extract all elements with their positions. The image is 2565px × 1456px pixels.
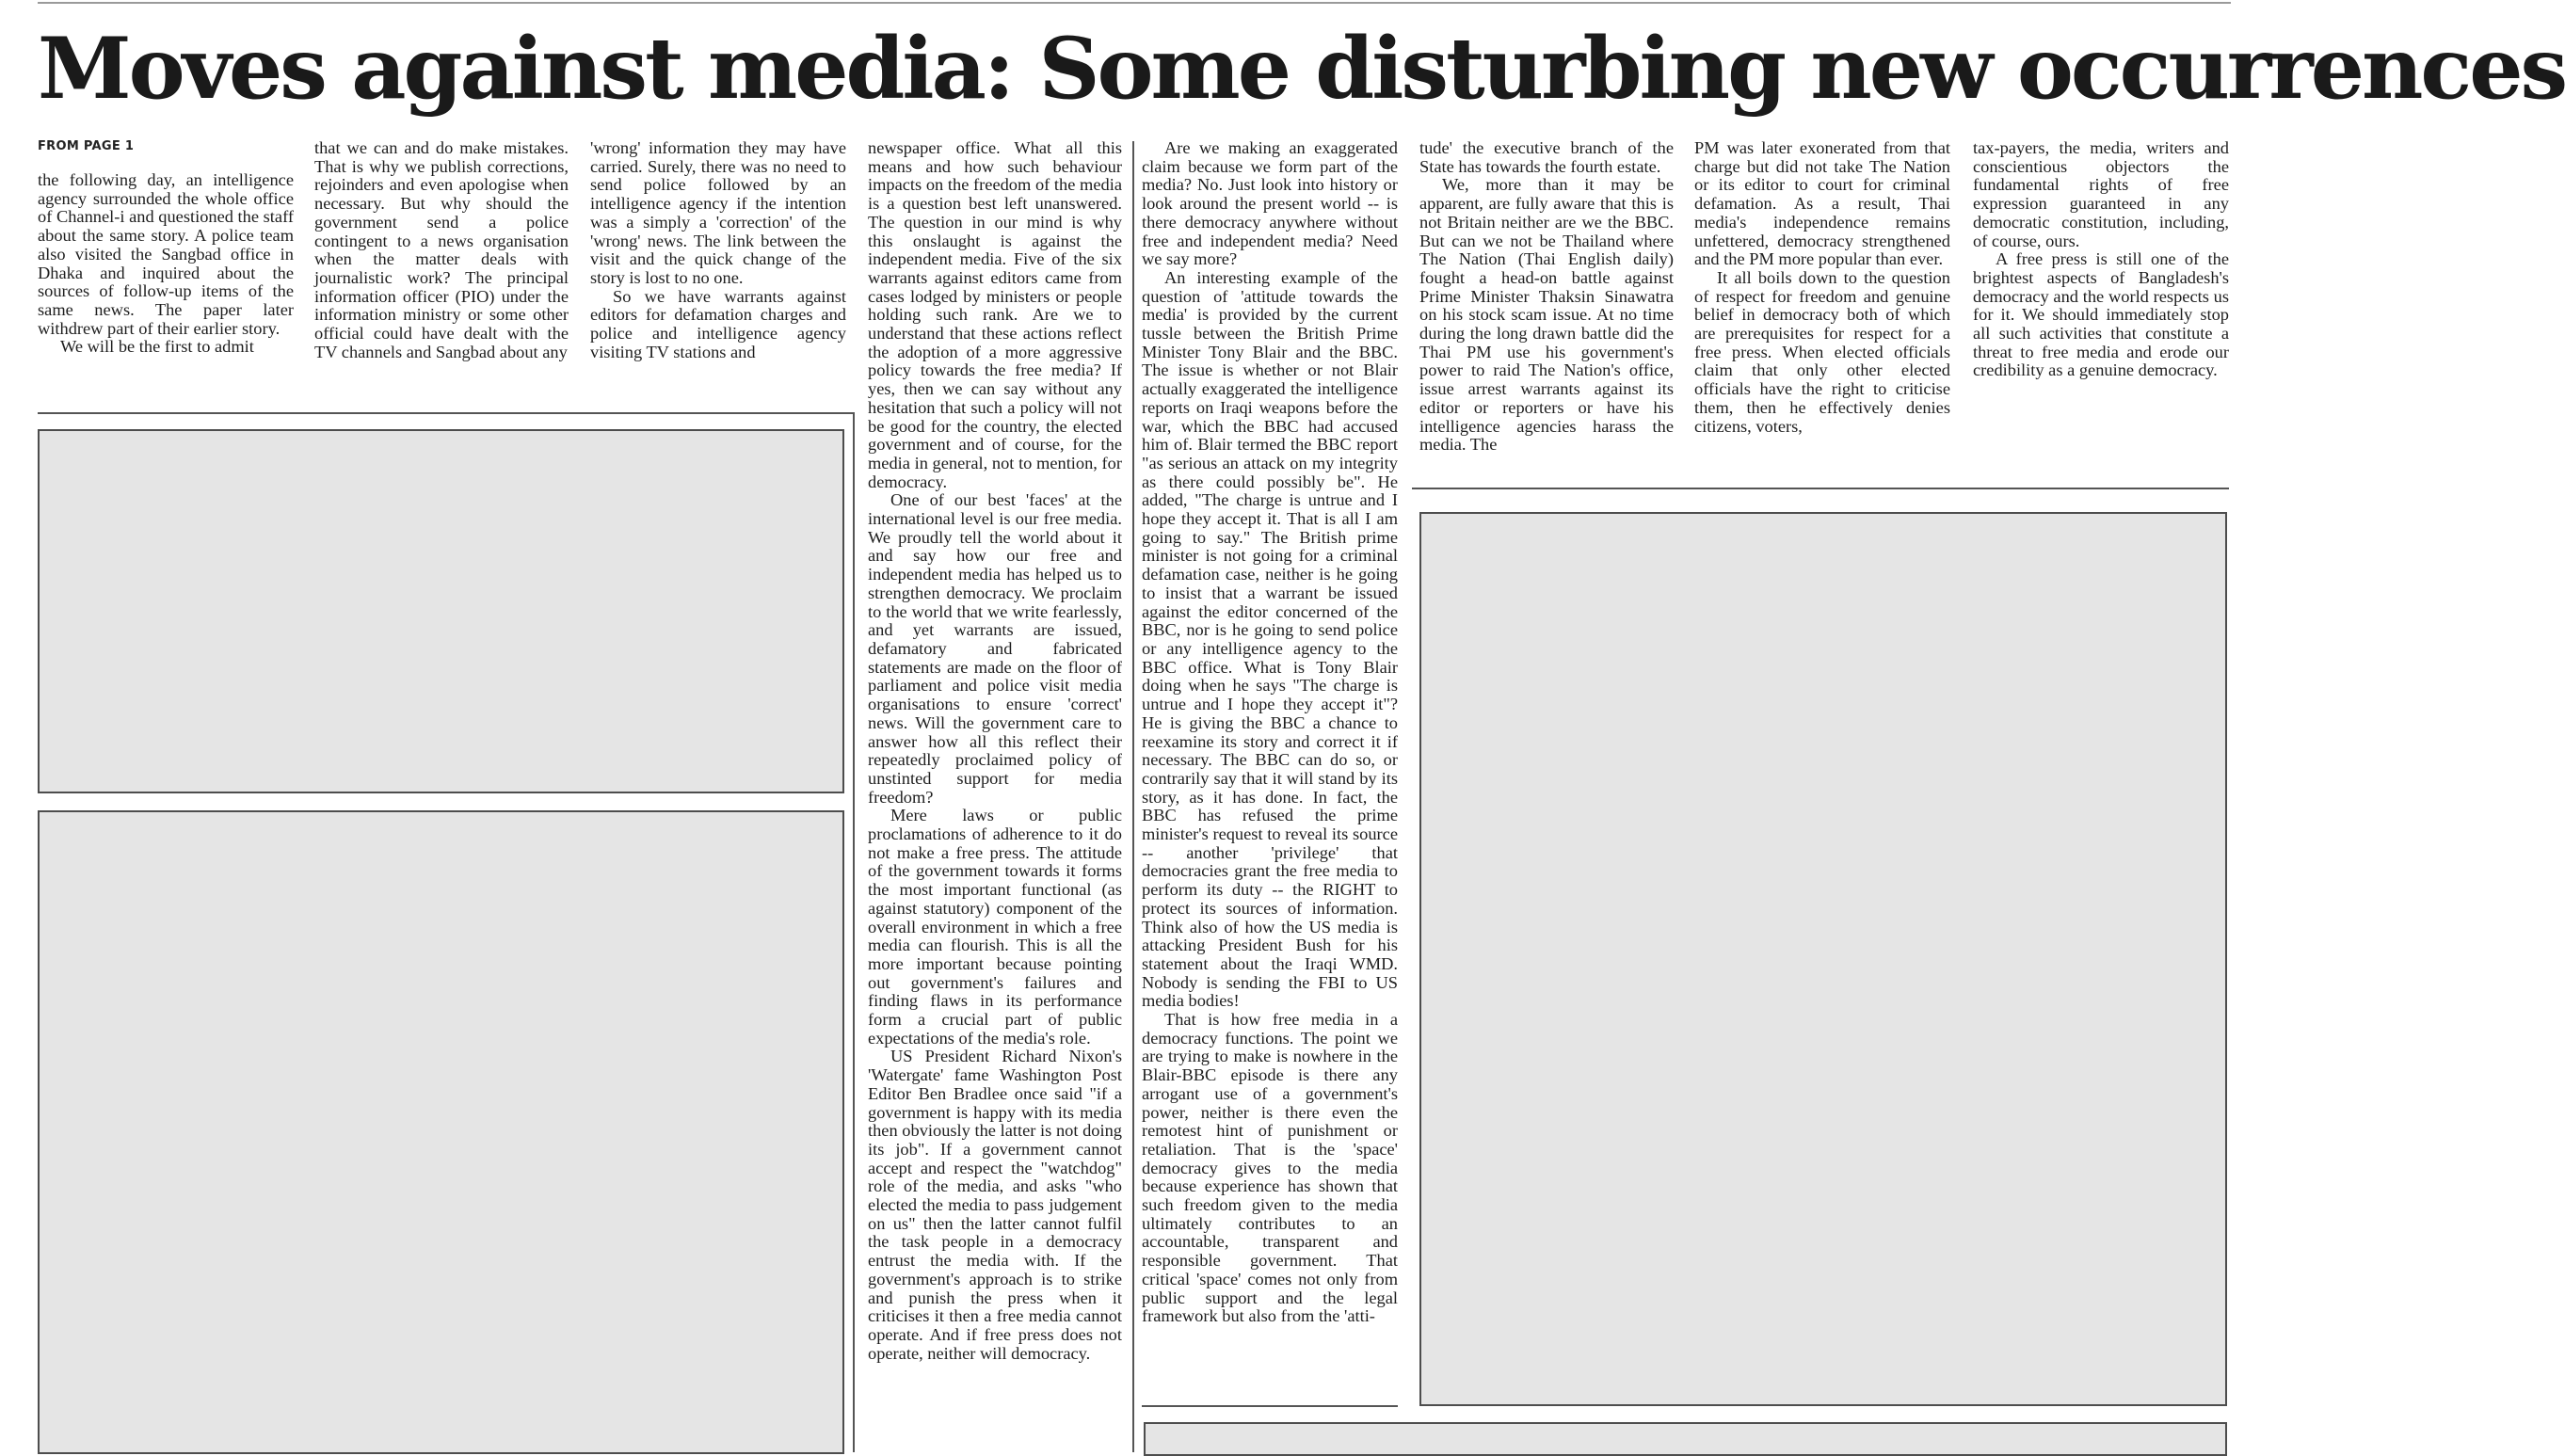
paragraph: 'wrong' information they may have carried. Surely, there was no need to send police followed by an intelligence agency if the intention was a simply a 'correction' of the 'wrong' news. The link between the visit and the quick change of the story is lost to no one. bbox=[590, 138, 846, 287]
article-column-8 bbox=[1973, 139, 2229, 471]
paragraph: the following day, an intelligence agency surrounded the whole office of Channel-i and questioned the staff about the same story. A police team also visited the Sangbad office in Dhaka and inquired about the sources of follow-up items of the same news. The paper later withdrew part of their earlier story. bbox=[38, 170, 294, 338]
paragraph: An interesting example of the question of 'attitude towards the media' is provided by the current tussle between the British Prime Minister Tony Blair and the BBC. The issue is whether or not Blair actually exaggerated the intelligence reports on Iraqi weapons before the war, which the BBC had accused him of. Blair termed the BBC report "as serious an attack on my integrity as there could possibly be". He added, "The charge is untrue and I hope they accept it. That is all I am going to say." The British prime minister is not going for a criminal defamation case, neither is he going to insist that a warrant be issued against the editor concerned of the BBC, nor is he going to send police or any intelligence agency to the BBC office. What is Tony Blair doing when he says "The charge is untrue and I hope they accept it"? He is giving the BBC a chance to reexamine its story and correct it if necessary. The BBC can do so, or contrarily say that it will stand by its story, as it has done. In fact, the BBC has refused the prime minister's request to reveal its source -- another 'privilege' that democracies grant the free media to perform its duty -- the RIGHT to protect its sources of information. Think also of how the US media is attacking President Bush for his statement about the Iraqi WMD. Nobody is sending the FBI to US media bodies! bbox=[1142, 267, 1398, 1011]
photo-placeholder bbox=[1144, 1422, 2227, 1456]
article-column-5 bbox=[1142, 139, 1398, 1374]
page-headline: Moves against media: Some disturbing new occurrences bbox=[38, 19, 2565, 119]
paragraph: that we can and do make mistakes. That is why we publish corrections, rejoinders and even apologise when necessary. But why should the government send a police contingent to a news organisation when the matter deals with journalistic work? The principal information officer (PIO) under the information ministry or some other official could have dealt with the TV channels and Sangbad about any bbox=[314, 138, 569, 361]
paragraph: That is how free media in a democracy functions. The point we are trying to make is nowhere in the Blair-BBC episode is there any arrogant use of a government's power, neither is there even the remotest hint of punishment or retaliation. That is the 'space' democracy gives to the media because experience has shown that such freedom given to the media ultimately contributes to an accountable, transparent and responsible government. That critical 'space' comes not only from public support and the legal framework but also from the 'atti- bbox=[1142, 1010, 1398, 1326]
article-column-2 bbox=[314, 139, 569, 395]
top-rule bbox=[38, 2, 2231, 4]
column-divider bbox=[853, 412, 855, 1452]
photo-placeholder bbox=[38, 810, 844, 1454]
paragraph: We, more than it may be apparent, are fully aware that this is not Britain neither are we the BBC. But can we not be Thailand where The Nation (Thai English daily) fought a head-on battle against Prime Minister Thaksin Sinawatra on his stock scam issue. At no time during the long drawn battle did the Thai PM use his government's power to raid The Nation's office, issue arrest warrants against its editor or reporters or have his intelligence agencies harass the media. The bbox=[1419, 175, 1674, 455]
article-column-6 bbox=[1419, 139, 1674, 471]
paragraph: PM was later exonerated from that charge but did not take The Nation or its editor to court for criminal defamation. As a result, Thai media's independence remains unfettered, democracy strengthened and the PM more popular than ever. bbox=[1694, 138, 1950, 269]
photo-placeholder bbox=[1419, 512, 2227, 1406]
article-column-3 bbox=[590, 139, 846, 395]
paragraph: We will be the first to admit bbox=[60, 337, 254, 357]
paragraph: Mere laws or public proclamations of adherence to it do not make a free press. The attitude of the government towards it forms the most important functional (as against statutory) component of the overall environment in which a free media can flourish. This is all the more important because pointing out government's failures and finding flaws in its performance form a crucial part of public expectations of the media's role. bbox=[868, 806, 1122, 1048]
paragraph: US President Richard Nixon's 'Watergate' fame Washington Post Editor Ben Bradlee once said "if a government is happy with its media then obviously the latter is not doing its job". If a government cannot accept and respect the "watchdog" role of the media, and asks "who elected the media to pass judgement on us" then the latter cannot fulfil the task people in a democracy entrust the media with. If the government's approach is to strike and punish the press when it criticises it then a free media cannot operate. And if free press does not operate, neither will democracy. bbox=[868, 1047, 1122, 1363]
paragraph: It all boils down to the question of respect for freedom and genuine belief in democracy both of which are prerequisites for respect for a free press. When elected officials claim that only other elected officials have the right to criticise them, then he effectively denies citizens, voters, bbox=[1694, 267, 1950, 436]
section-divider bbox=[1412, 488, 2229, 489]
article-column-1 bbox=[38, 139, 294, 395]
paragraph: tude' the executive branch of the State has towards the fourth estate. bbox=[1419, 138, 1674, 176]
photo-placeholder bbox=[38, 429, 844, 793]
paragraph: Are we making an exaggerated claim because we form part of the media? No. Just look into history or look around the present world -- is there democracy anywhere without free and independent media? Need we say more? bbox=[1142, 138, 1398, 269]
article-column-4 bbox=[868, 139, 1122, 1452]
paragraph: So we have warrants against editors for defamation charges and police and intelligence agency visiting TV stations and bbox=[590, 286, 846, 361]
paragraph: newspaper office. What all this means and how such behaviour impacts on the freedom of the media is a question best left unanswered. The question in our mind is why this onslaught is against the independent media. Five of the six warrants against editors came from cases lodged by ministers or people holding such rank. Are we to understand that these actions reflect the adoption of a more aggressive policy towards the free media? If yes, then we can say without any hesitation that such a policy will not be good for the country, the elected government and of course, for the media in general, not to mention, for democracy. bbox=[868, 138, 1122, 491]
paragraph: A free press is still one of the brightest aspects of Bangladesh's democracy and the world respects us for it. We should immediately stop all such activities that constitute a threat to free media and erode our credibility as a genuine democracy. bbox=[1973, 249, 2229, 380]
section-divider bbox=[38, 412, 853, 414]
article-column-7 bbox=[1694, 139, 1950, 471]
section-divider bbox=[1142, 1405, 1398, 1407]
column-divider bbox=[1132, 141, 1134, 1452]
kicker-label: FROM PAGE 1 bbox=[38, 139, 135, 153]
paragraph: tax-payers, the media, writers and conscientious objectors the fundamental rights of free expression guaranteed in any democratic constitution, including, of course, ours. bbox=[1973, 138, 2229, 250]
paragraph: One of our best 'faces' at the international level is our free media. We proudly tell the world about it and say how our free and independent media has helped us to strengthen democracy. We proclaim to the world that we write fearlessly, and yet warrants are issued, defamatory and fabricated statements are made on the floor of parliament and police visit media organisations to ensure 'correct' news. Will the government care to answer how all this reflect their repeatedly proclaimed policy of unstinted support for media freedom? bbox=[868, 490, 1122, 807]
